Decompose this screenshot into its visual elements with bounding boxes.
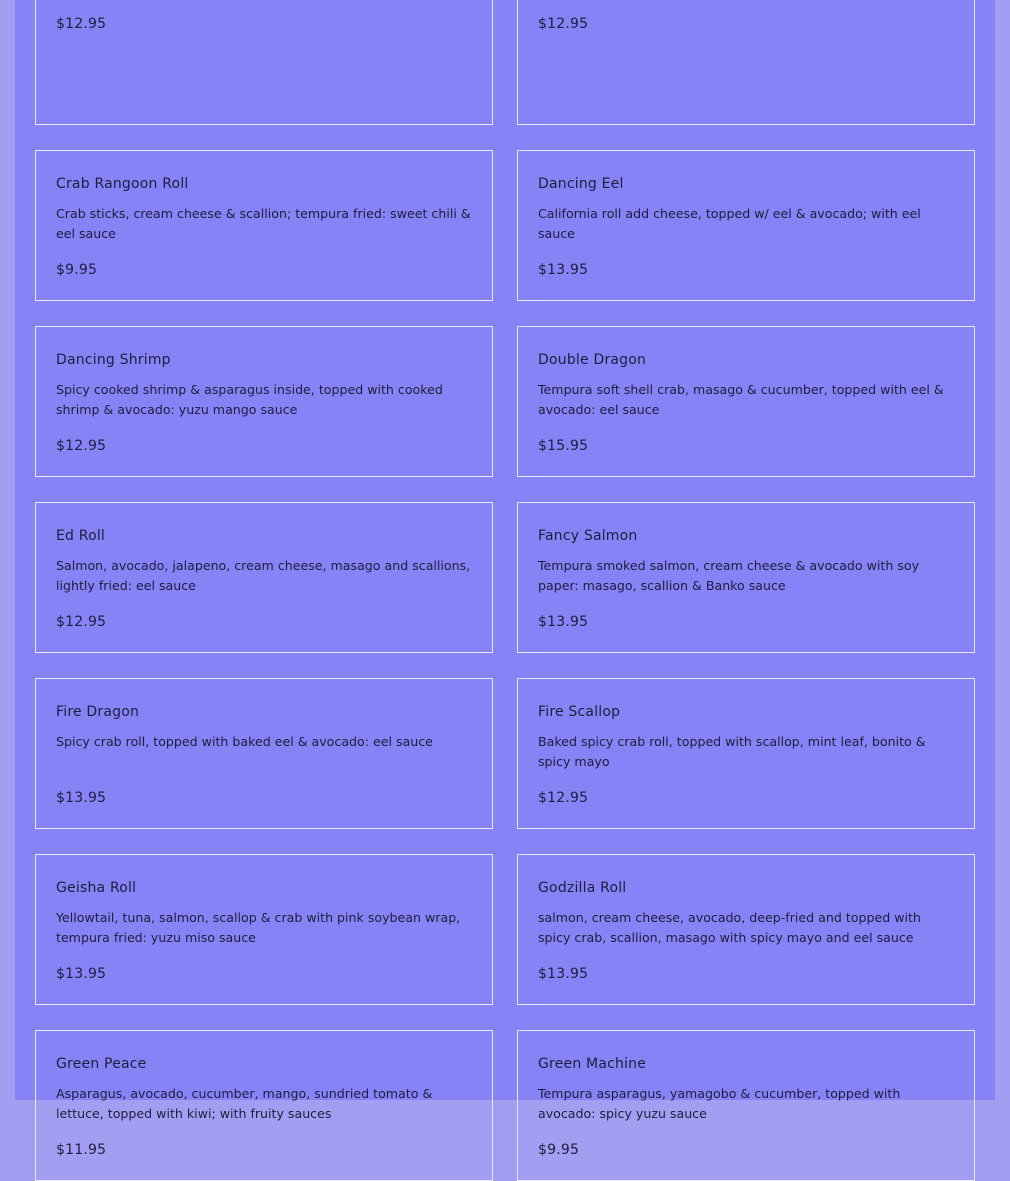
menu-item-price: $13.95 [538,262,589,278]
menu-item-name: Godzilla Roll [538,880,627,896]
menu-item-name: Fancy Salmon [538,528,638,544]
menu-item-description: Salmon, avocado, jalapeno, cream cheese, masago and scallions, lightly fried: eel sauce [56,558,471,593]
menu-item-name: Double Dragon [538,352,647,368]
menu-item-price: $13.95 [538,966,589,982]
menu-item-name: Green Peace [56,1056,147,1072]
menu-panel [15,0,995,1158]
menu-item-price: $12.95 [538,16,589,32]
menu-item-card[interactable] [35,854,493,1005]
menu-item-card[interactable] [35,502,493,653]
menu-item-description: Tempura soft shell crab, masago & cucumber, topped with eel & avocado: eel sauce [538,382,944,417]
menu-item-description: Baked spicy crab roll, topped with scallop, mint leaf, bonito & spicy mayo [538,734,926,769]
menu-item-description: Asparagus, avocado, cucumber, mango, sundried tomato & lettuce, topped with kiwi; with fruity sauces [56,1086,433,1121]
menu-item-card[interactable] [517,1030,975,1181]
menu-item-price: $12.95 [538,790,589,806]
menu-item-name: Fire Scallop [538,704,621,720]
menu-item-description: Spicy cooked shrimp & asparagus inside, topped with cooked shrimp & avocado: yuzu mango sauce [56,382,443,417]
menu-item-card[interactable] [517,326,975,477]
menu-item-card[interactable] [35,1030,493,1181]
menu-item-description: Tempura smoked salmon, cream cheese & avocado with soy paper: masago, scallion & Banko sauce [538,558,920,593]
menu-item-price: $9.95 [56,262,98,278]
menu-item-price: $12.95 [56,614,107,630]
menu-item-card[interactable] [517,150,975,301]
menu-item-price: $11.95 [56,1142,107,1158]
menu-item-card[interactable] [35,150,493,301]
menu-item-name: Dancing Shrimp [56,352,171,368]
menu-item-card[interactable] [517,854,975,1005]
menu-item-description: salmon, cream cheese, avocado, deep-fried and topped with spicy crab, scallion, masago with spicy mayo and eel sauce [538,910,921,945]
menu-item-name: Fire Dragon [56,704,140,720]
menu-item-name: Geisha Roll [56,880,137,896]
menu-item-price: $12.95 [56,438,107,454]
menu-item-price: $13.95 [538,614,589,630]
menu-item-card[interactable] [35,326,493,477]
menu-item-name: Green Machine [538,1056,647,1072]
menu-item-card[interactable] [517,678,975,829]
menu-item-description: Tempura asparagus, yamagobo & cucumber, topped with avocado: spicy yuzu sauce [538,1086,901,1121]
menu-item-price: $9.95 [538,1142,580,1158]
menu-item-description: Crab sticks, cream cheese & scallion; tempura fried: sweet chili & eel sauce [56,206,471,241]
menu-item-card[interactable] [35,678,493,829]
menu-item-description: Yellowtail, tuna, salmon, scallop & crab with pink soybean wrap, tempura fried: yuzu miso sauce [56,910,461,945]
menu-item-name: Dancing Eel [538,176,624,192]
menu-item-price: $13.95 [56,966,107,982]
menu-grid [35,0,975,1181]
menu-item-description: California roll add cheese, topped w/ eel & avocado; with eel sauce [538,206,921,241]
menu-item-card[interactable] [517,0,975,125]
menu-item-card[interactable] [517,502,975,653]
menu-item-name: Crab Rangoon Roll [56,176,189,192]
menu-item-card[interactable] [35,0,493,125]
menu-item-name: Ed Roll [56,528,106,544]
menu-item-description: Spicy crab roll, topped with baked eel & avocado: eel sauce [56,734,433,749]
menu-item-price: $13.95 [56,790,107,806]
menu-item-price: $12.95 [56,16,107,32]
menu-item-price: $15.95 [538,438,589,454]
